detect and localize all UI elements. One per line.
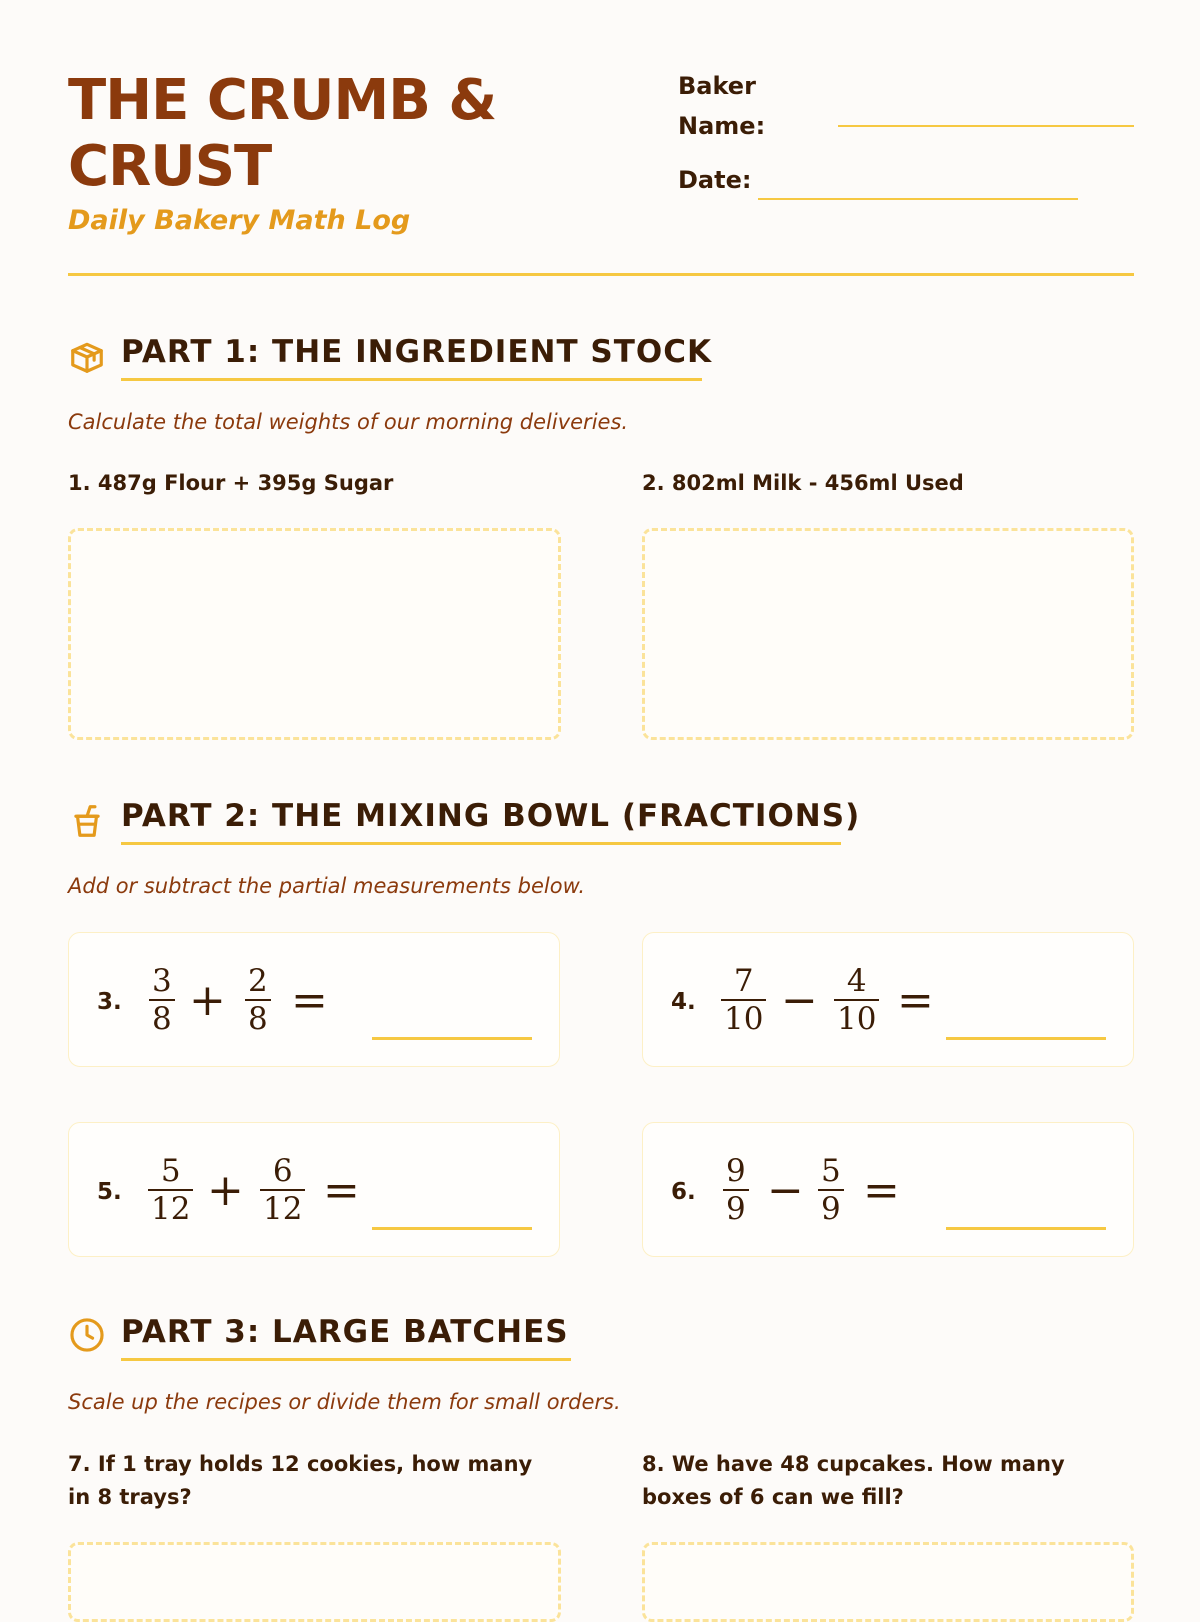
operator: −	[781, 975, 818, 1026]
equals-sign: =	[323, 1165, 360, 1216]
fraction-b	[260, 1155, 305, 1225]
fraction-problem-5	[68, 1122, 560, 1257]
fraction-problem-3	[68, 932, 560, 1067]
clock-icon	[68, 1316, 106, 1354]
problem-number: 6.	[671, 1179, 696, 1205]
part3-description: Scale up the recipes or divide them for small orders.	[68, 1390, 621, 1414]
part2-description: Add or subtract the partial measurements below.	[68, 874, 586, 898]
problem-number: 5.	[97, 1179, 122, 1205]
problem-number: 3.	[97, 989, 122, 1015]
fraction-b	[245, 965, 271, 1035]
answer-line-4[interactable]	[946, 1037, 1106, 1040]
fraction-b	[834, 965, 879, 1035]
denominator: 12	[151, 1191, 191, 1227]
denominator: 10	[724, 1001, 764, 1037]
fraction-a	[721, 965, 766, 1035]
answer-box-1[interactable]	[68, 528, 561, 740]
numerator: 2	[248, 963, 268, 999]
answer-line-5[interactable]	[372, 1227, 532, 1230]
question-1: 1. 487g Flour + 395g Sugar	[68, 471, 394, 495]
fraction-a	[149, 965, 175, 1035]
equals-sign: =	[291, 975, 328, 1026]
denominator: 9	[821, 1191, 841, 1227]
operator: −	[767, 1165, 804, 1216]
fraction-a	[723, 1155, 749, 1225]
part1-description: Calculate the total weights of our morning deliveries.	[68, 410, 629, 434]
answer-line-3[interactable]	[372, 1037, 532, 1040]
answer-box-7[interactable]	[68, 1542, 561, 1622]
numerator: 5	[821, 1153, 841, 1189]
date-field[interactable]	[758, 198, 1078, 200]
numerator: 4	[846, 963, 867, 999]
fraction-b	[818, 1155, 844, 1225]
problem-number: 4.	[671, 989, 696, 1015]
numerator: 5	[160, 1153, 181, 1189]
equals-sign: =	[897, 975, 934, 1026]
denominator: 8	[248, 1001, 268, 1037]
operator: +	[189, 975, 226, 1026]
answer-box-2[interactable]	[642, 528, 1134, 740]
baker-label-line2: Name:	[678, 112, 766, 140]
denominator: 9	[726, 1191, 746, 1227]
part2-title: PART 2: THE MIXING BOWL (FRACTIONS)	[121, 798, 861, 834]
baker-label-line1: Baker	[678, 72, 756, 100]
numerator: 9	[726, 1153, 746, 1189]
baker-name-field[interactable]	[838, 125, 1134, 127]
cup-icon	[68, 802, 106, 840]
brand-subtitle: Daily Bakery Math Log	[68, 205, 411, 236]
question-8: 8. We have 48 cupcakes. How many boxes of 6 can we fill?	[642, 1452, 1065, 1509]
question-2: 2. 802ml Milk - 456ml Used	[642, 471, 964, 495]
date-label: Date:	[678, 166, 752, 194]
fraction-problem-4	[642, 932, 1134, 1067]
part1-underline	[121, 378, 702, 381]
answer-line-6[interactable]	[946, 1227, 1106, 1230]
answer-box-8[interactable]	[642, 1542, 1134, 1622]
numerator: 3	[152, 963, 172, 999]
fraction-a	[148, 1155, 193, 1225]
part3-title: PART 3: LARGE BATCHES	[121, 1314, 569, 1350]
numerator: 6	[272, 1153, 293, 1189]
box-icon	[68, 338, 106, 376]
denominator: 8	[152, 1001, 172, 1037]
brand-title: THE CRUMB & CRUST	[68, 68, 497, 199]
question-7: 7. If 1 tray holds 12 cookies, how many in 8 trays?	[68, 1452, 533, 1509]
denominator: 10	[837, 1001, 877, 1037]
numerator: 7	[733, 963, 754, 999]
part2-underline	[121, 842, 841, 845]
fraction-problem-6	[642, 1122, 1134, 1257]
equals-sign: =	[863, 1165, 900, 1216]
operator: +	[207, 1165, 244, 1216]
part3-underline	[121, 1358, 571, 1361]
header-divider	[68, 273, 1134, 276]
denominator: 12	[263, 1191, 303, 1227]
part1-title: PART 1: THE INGREDIENT STOCK	[121, 334, 712, 370]
